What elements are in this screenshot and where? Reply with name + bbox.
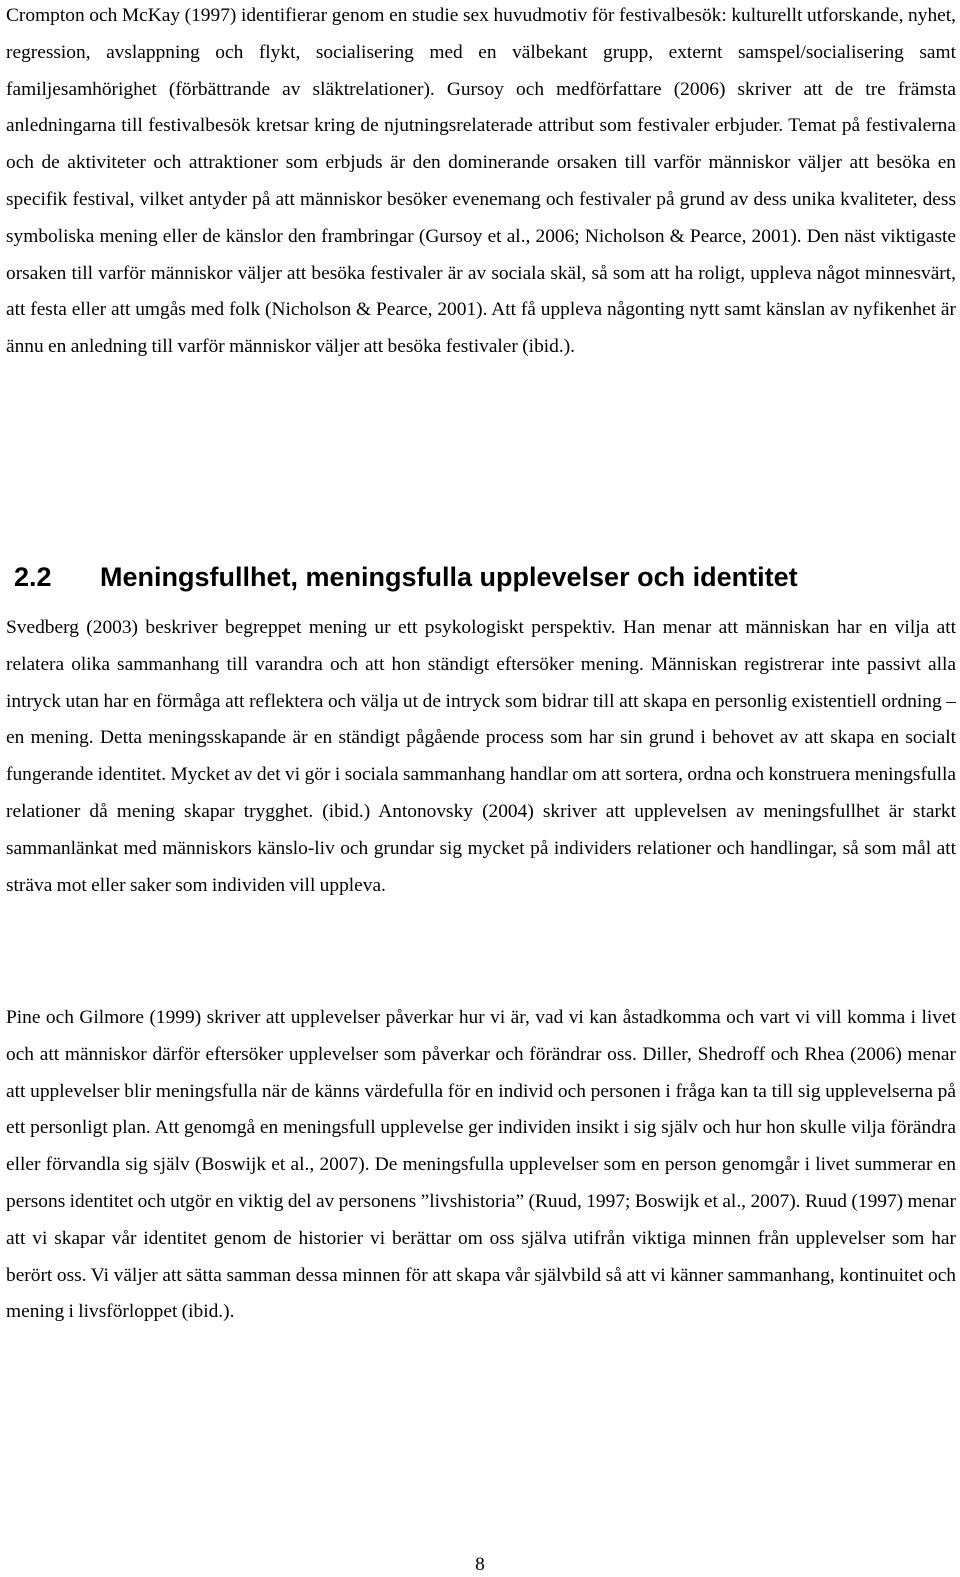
- paragraph-festival-motives: Crompton och McKay (1997) identifierar genom en studie sex huvudmotiv för festivalbesök: kulturellt utforskande, nyhet, regression, avslappning och flykt, socialisering med en välbekant grupp, externt samspel/socialisering samt familjesamhörighet (förbättrande av släktrelationer). Gursoy och medförfattare (2006) skriver att de tre främsta anledningarna till festivalbesök kretsar kring de njutningsrelaterade attribut som festivaler erbjuder. Temat på festivalerna och de aktiviteter och attraktioner som erbjuds är den dominerande orsaken till varför människor väljer att besöka en specifik festival, vilket antyder på att människor besöker evenemang och festivaler på grund av dess unika kvaliteter, dess symboliska mening eller de känslor den frambringar (Gursoy et al., 2006; Nicholson & Pearce, 2001). Den näst viktigaste orsaken till varför människor väljer att besöka festivaler är av sociala skäl, så som att ha roligt, uppleva något minnesvärt, att festa eller att umgås med folk (Nicholson & Pearce, 2001). Att få uppleva någonting nytt samt känslan av nyfikenhet är ännu en anledning till varför människor väljer att besöka festivaler (ibid.).: [6, 5, 956, 358]
- section-heading: [6, 555, 956, 599]
- paragraph-experiences-identity: Pine och Gilmore (1999) skriver att upplevelser påverkar hur vi är, vad vi kan åstadkomma och vart vi vill komma i livet och att människor därför eftersöker upplevelser som påverkar och förändrar oss. Diller, Shedroff och Rhea (2006) menar att upplevelser blir meningsfulla när de känns värdefulla för en individ och personen i fråga kan ta till sig upplevelserna på ett personligt plan. Att genomgå en meningsfull upplevelse ger individen insikt i sig själv och hur hon skulle vilja förändra eller förvandla sig själv (Boswijk et al., 2007). De meningsfulla upplevelser som en person genomgår i livet summerar en persons identitet och utgör en viktig del av personens ”livshistoria” (Ruud, 1997; Boswijk et al., 2007). Ruud (1997) menar att vi skapar vår identitet genom de historier vi berättar om oss själva utifrån viktiga minnen från upplevelser som har berört oss. Vi väljer att sätta samman dessa minnen för att skapa vår självbild så att vi känner sammanhang, kontinuitet och mening i livsförloppet (ibid.).: [6, 1007, 956, 1323]
- body-text-section-2: [6, 610, 956, 904]
- section-number: 2.2: [14, 562, 52, 592]
- section-title: Meningsfullhet, meningsfulla upplevelser och identitet: [100, 562, 798, 592]
- body-text-section-1: [6, 0, 956, 366]
- paragraph-meaning-psychology: Svedberg (2003) beskriver begreppet mening ur ett psykologiskt perspektiv. Han menar att människan har en vilja att relatera olika sammanhang till varandra och att hon ständigt eftersöker mening. Människan registrerar inte passivt alla intryck utan har en förmåga att reflektera och välja ut de intryck som bidrar till att skapa en personlig existentiell ordning – en mening. Detta meningsskapande är en ständigt pågående process som har sin grund i behovet av att skapa en socialt fungerande identitet. Mycket av det vi gör i sociala sammanhang handlar om att sortera, ordna och konstruera meningsfulla relationer då mening skapar trygghet. (ibid.) Antonovsky (2004) skriver att upplevelsen av meningsfullhet är starkt sammanlänkat med människors känslo-liv och grundar sig mycket på individers relationer och handlingar, så som mål att sträva mot eller saker som individen vill uppleva.: [6, 617, 956, 896]
- page-number: 8: [475, 1554, 485, 1575]
- body-text-section-3: [6, 1000, 956, 1331]
